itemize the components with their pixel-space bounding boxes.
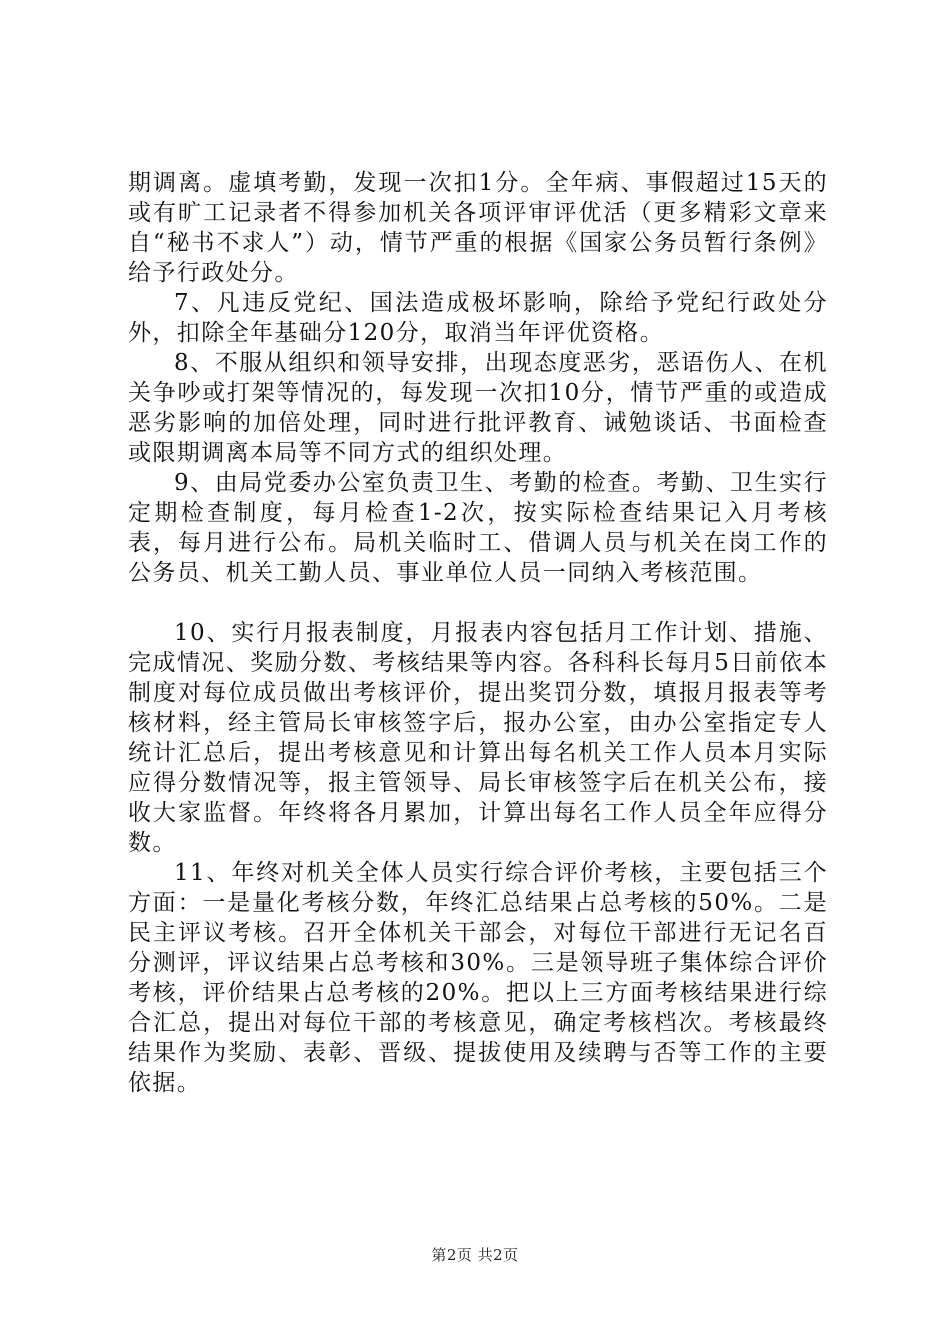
paragraph-item-9: 9、由局党委办公室负责卫生、考勤的检查。考勤、卫生实行定期检查制度，每月检查1-2次，按实际检查结果记入月考核表，每月进行公布。局机关临时工、借调人员与机关在岗工作的公务员、机关工勤人员、事业单位人员一同纳入考核范围。	[128, 470, 828, 586]
paragraph-item-8: 8、不服从组织和领导安排，出现态度恶劣，恶语伤人、在机关争吵或打架等情况的，每发现一次扣10分，情节严重的或造成恶劣影响的加倍处理，同时进行批评教育、诫勉谈话、书面检查或限期调离本局等不同方式的组织处理。	[128, 350, 828, 466]
document-body	[128, 168, 828, 1098]
paragraph-continuation: 期调离。虚填考勤，发现一次扣1分。全年病、事假超过15天的或有旷工记录者不得参加机关各项评审评优活（更多精彩文章来自“秘书不求人”）动，情节严重的根据《国家公务员暂行条例》给予行政处分。	[128, 170, 828, 286]
page-footer: 第2页 共2页	[431, 1246, 519, 1264]
paragraph-item-11: 11、年终对机关全体人员实行综合评价考核，主要包括三个方面：一是量化考核分数，年终汇总结果占总考核的50%。二是民主评议考核。召开全体机关干部会，对每位干部进行无记名百分测评，评议结果占总考核和30%。三是领导班子集体综合评价考核，评价结果占总考核的20%。把以上三方面考核结果进行综合汇总，提出对每位干部的考核意见，确定考核档次。考核最终结果作为奖励、表彰、晋级、提拔使用及续聘与否等工作的主要依据。	[128, 860, 828, 1096]
paragraph-item-10: 10、实行月报表制度，月报表内容包括月工作计划、措施、完成情况、奖励分数、考核结果等内容。各科科长每月5日前依本制度对每位成员做出考核评价，提出奖罚分数，填报月报表等考核材料，经主管局长审核签字后，报办公室，由办公室指定专人统计汇总后，提出考核意见和计算出每名机关工作人员本月实际应得分数情况等，报主管领导、局长审核签字后在机关公布，接收大家监督。年终将各月累加，计算出每名工作人员全年应得分数。	[128, 620, 828, 856]
paragraph-item-7: 7、凡违反党纪、国法造成极坏影响，除给予党纪行政处分外，扣除全年基础分120分，取消当年评优资格。	[128, 290, 828, 346]
